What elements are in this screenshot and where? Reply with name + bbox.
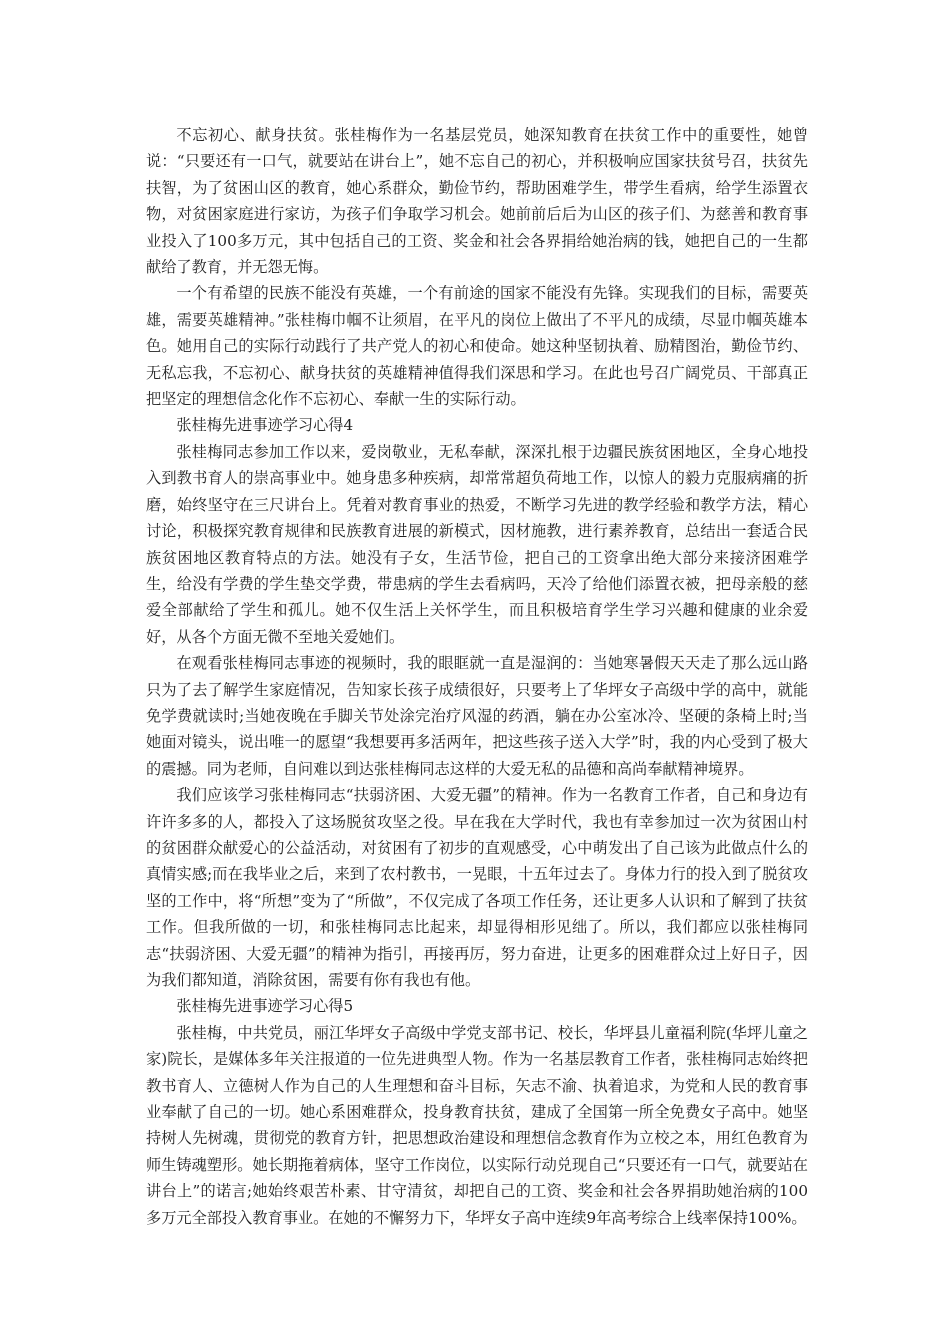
paragraph-hero-spirit: 一个有希望的民族不能没有英雄，一个有前途的国家不能没有先锋。实现我们的目标，需要英雄，需要英雄精神。”张桂梅巾帼不让须眉，在平凡的岗位上做出了不平凡的成绩，尽显巾帼英雄本色。她用自己的实际行动践行了共产党人的初心和使命。她这种坚韧执着、励精图治，勤俭节约、无私忘我，不忘初心、献身扶贫的英雄精神值得我们深思和学习。在此也号召广阔党员、干部真正把坚定的理想信念化作不忘初心、奉献一生的实际行动。 [146, 284, 808, 409]
paragraph-work-history: 张桂梅同志参加工作以来，爱岗敬业，无私奉献，深深扎根于边疆民族贫困地区，全身心地投入到教书育人的崇高事业中。她身患多种疾病，却常常超负荷地工作，以惊人的毅力克服病痛的折磨，始终坚守在三尺讲台上。凭着对教育事业的热爱，不断学习先进的教学经验和教学方法，精心讨论，积极探究教育规律和民族教育进展的新模式，因材施教，进行素养教育，总结出一套适合民族贫困地区教育特点的方法。她没有子女，生活节俭，把自己的工资拿出绝大部分来接济困难学生，给没有学费的学生垫交学费，带患病的学生去看病吗，天冷了给他们添置衣被，把母亲般的慈爱全部献给了学生和孤儿。她不仅生活上关怀学生，而且积极培育学生学习兴趣和健康的业余爱好，从各个方面无微不至地关爱她们。 [146, 442, 808, 646]
paragraph-video-reflection: 在观看张桂梅同志事迹的视频时，我的眼眶就一直是湿润的：当她寒暑假天天走了那么远山路只为了去了解学生家庭情况，告知家长孩子成绩很好，只要考上了华坪女子高级中学的高中，就能免学费就读时;当她夜晚在手脚关节处涂完治疗风湿的药酒，躺在办公室冰冷、坚硬的条椅上时;当她面对镜头，说出唯一的愿望“我想要再多活两年，把这些孩子送入大学”时，我的内心受到了极大的震撼。同为老师，自问难以到达张桂梅同志这样的大爱无私的品德和高尚奉献精神境界。 [146, 654, 808, 778]
paragraph-dedication: 不忘初心、献身扶贫。张桂梅作为一名基层党员，她深知教育在扶贫工作中的重要性，她曾说：“只要还有一口气，就要站在讲台上”，她不忘自己的初心，并积极响应国家扶贫号召，扶贫先扶智，为了贫困山区的教育，她心系群众，勤俭节约，帮助困难学生，带学生看病，给学生添置衣物，对贫困家庭进行家访，为孩子们争取学习机会。她前前后后为山区的孩子们、为慈善和教育事业投入了100多万元，其中包括自己的工资、奖金和社会各界捐给她治病的钱，她把自己的一生都献给了教育，并无怨无悔。 [146, 126, 808, 277]
section-heading-4: 张桂梅先进事迹学习心得4 [176, 416, 354, 435]
paragraph-learn-spirit: 我们应该学习张桂梅同志“扶弱济困、大爱无疆”的精神。作为一名教育工作者，自己和身边有许许多多的人，都投入了这场脱贫攻坚之役。早在我在大学时代，我也有幸参加过一次为贫困山村的贫困群众献爱心的公益活动，对贫困有了初步的直观感受，心中萌发出了自己该为此做点什么的真情实感;而在我毕业之后，来到了农村教书，一晃眼，十五年过去了。身体力行的投入到了脱贫攻坚的工作中，将“所想”变为了“所做”，不仅完成了各项工作任务，还让更多人认识和了解到了扶贫工作。但我所做的一切，和张桂梅同志比起来，却显得相形见绌了。所以，我们都应以张桂梅同志“扶弱济困、大爱无疆”的精神为指引，再接再厉，努力奋进，让更多的困难群众过上好日子，因为我们都知道，消除贫困，需要有你有我也有他。 [146, 786, 808, 989]
document-page [146, 122, 808, 1231]
paragraph-biography: 张桂梅，中共党员，丽江华坪女子高级中学党支部书记、校长，华坪县儿童福利院(华坪儿童之家)院长，是媒体多年关注报道的一位先进典型人物。作为一名基层教育工作者，张桂梅同志始终把教书育人、立德树人作为自己的人生理想和奋斗目标，矢志不渝、执着追求，为党和人民的教育事业奉献了自己的一切。她心系困难群众，投身教育扶贫，建成了全国第一所全免费女子高中。她坚持树人先树魂，贯彻党的教育方针，把思想政治建设和理想信念教育作为立校之本，用红色教育为师生铸魂塑形。她长期拖着病体，坚守工作岗位，以实际行动兑现自己“只要还有一口气，就要站在讲台上”的诺言;她始终艰苦朴素、甘守清贫，却把自己的工资、奖金和社会各界捐助她治病的100多万元全部投入教育事业。在她的不懈努力下，华坪女子高中连续9年高考综合上线率保持100%。 [146, 1023, 808, 1227]
section-heading-5: 张桂梅先进事迹学习心得5 [176, 997, 354, 1016]
